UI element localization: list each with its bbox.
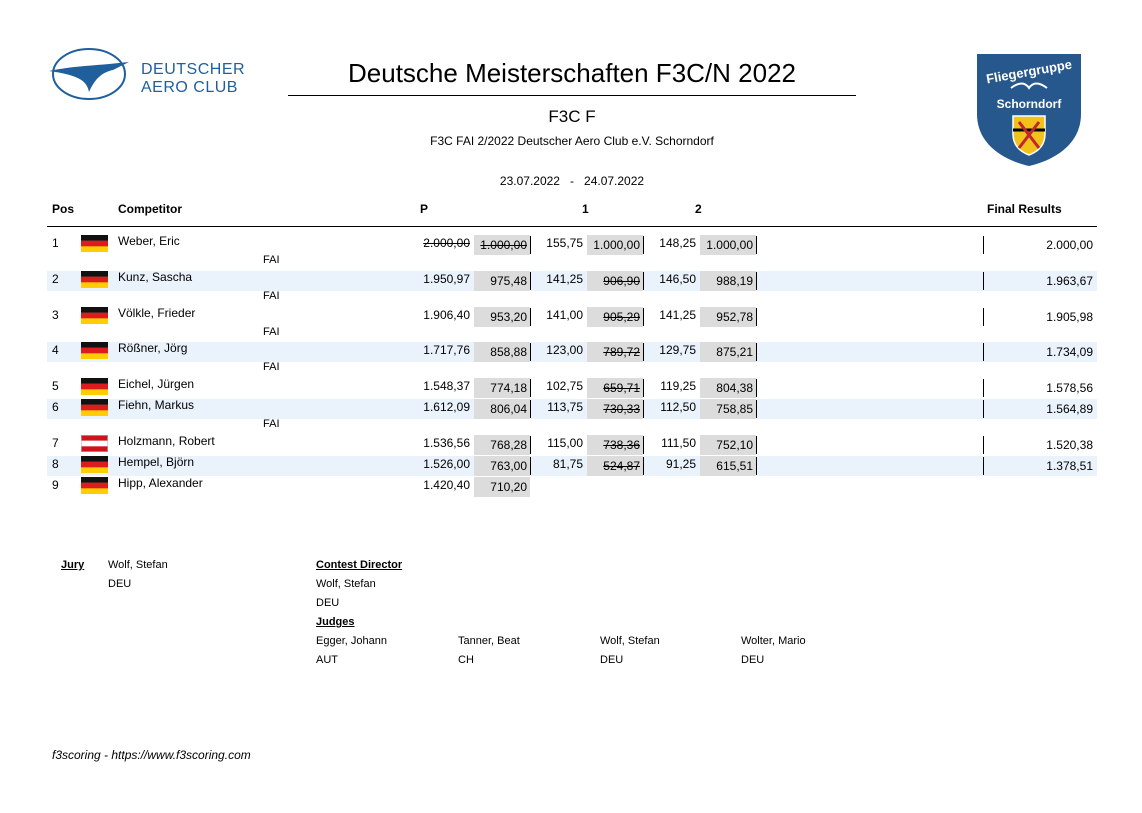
round2-raw-score: 111,50	[661, 436, 696, 450]
position: 2	[52, 272, 59, 286]
round2-normalized-score: 752,10	[716, 438, 753, 452]
p-normalized-score: 774,18	[490, 381, 527, 395]
round2-raw-score: 91,25	[665, 457, 696, 471]
final-result: 2.000,00	[1046, 238, 1093, 252]
final-result: 1.378,51	[1046, 459, 1093, 473]
score-divider	[756, 436, 757, 454]
p-raw-score: 1.717,76	[423, 343, 470, 357]
score-divider	[756, 236, 757, 254]
score-divider	[756, 343, 757, 361]
germany-flag-icon	[81, 235, 108, 252]
competitor-name: Hempel, Björn	[118, 455, 195, 469]
germany-flag-icon	[81, 399, 108, 416]
competitor-name: Rößner, Jörg	[118, 341, 188, 355]
round1-normalized-score: 905,29	[603, 310, 640, 324]
final-result: 1.578,56	[1046, 381, 1093, 395]
round1-normalized-score: 524,87	[603, 459, 640, 473]
title-underline	[288, 95, 856, 96]
germany-flag-icon	[81, 477, 108, 494]
final-result: 1.520,38	[1046, 438, 1093, 452]
jury-name: Wolf, Stefan	[108, 559, 168, 571]
round1-normalized-score: 659,71	[603, 381, 640, 395]
p-raw-score: 2.000,00	[423, 236, 470, 250]
contest-director-name: Wolf, Stefan	[316, 578, 376, 590]
germany-flag-icon	[81, 307, 108, 324]
dac-eagle-icon	[47, 44, 133, 104]
germany-flag-icon	[81, 378, 108, 395]
p-normalized-score: 806,04	[490, 402, 527, 416]
p-normalized-score: 768,28	[490, 438, 527, 452]
competitor-name: Holzmann, Robert	[118, 434, 215, 448]
p-normalized-score: 710,20	[490, 480, 527, 494]
fai-tag: FAI	[263, 254, 280, 266]
round1-raw-score: 141,25	[546, 272, 583, 286]
round1-normalized-score: 738,36	[603, 438, 640, 452]
footer-credit: f3scoring - https://www.f3scoring.com	[52, 748, 251, 762]
p-normalized-score: 858,88	[490, 345, 527, 359]
score-divider	[756, 400, 757, 418]
position: 3	[52, 308, 59, 322]
col-competitor: Competitor	[118, 202, 182, 216]
score-divider	[756, 457, 757, 475]
position: 9	[52, 478, 59, 492]
contest-director-label: Contest Director	[316, 559, 403, 571]
competitor-name: Weber, Eric	[118, 234, 180, 248]
col-round-2: 2	[695, 202, 702, 216]
dac-name-line2: AERO CLUB	[141, 79, 238, 96]
round1-normalized-score: 789,72	[603, 345, 640, 359]
final-divider	[983, 400, 984, 418]
date-to: 24.07.2022	[584, 174, 645, 188]
fai-tag: FAI	[263, 326, 280, 338]
judge-country: DEU	[600, 654, 624, 666]
judge-country: AUT	[316, 654, 338, 666]
score-divider	[756, 379, 757, 397]
round2-normalized-score: 758,85	[716, 402, 753, 416]
p-raw-score: 1.612,09	[423, 400, 470, 414]
judges-label: Judges	[316, 616, 355, 628]
competitor-name: Eichel, Jürgen	[118, 377, 195, 391]
class-title: F3C F	[548, 107, 596, 126]
judge-name: Wolf, Stefan	[600, 635, 660, 647]
round2-normalized-score: 988,19	[716, 274, 753, 288]
header-rule	[47, 226, 1097, 227]
judge-name: Tanner, Beat	[458, 635, 520, 647]
jury-label: Jury	[61, 559, 85, 571]
judge-name: Egger, Johann	[316, 635, 387, 647]
competitor-name: Kunz, Sascha	[118, 270, 193, 284]
dac-name-line1: DEUTSCHER	[141, 61, 246, 78]
round2-raw-score: 141,25	[659, 308, 696, 322]
score-divider	[756, 308, 757, 326]
final-divider	[983, 343, 984, 361]
round2-normalized-score: 1.000,00	[706, 238, 753, 252]
p-normalized-score: 953,20	[490, 310, 527, 324]
final-result: 1.905,98	[1046, 310, 1093, 324]
round2-raw-score: 112,50	[660, 400, 696, 414]
round2-normalized-score: 875,21	[716, 345, 753, 359]
p-raw-score: 1.526,00	[423, 457, 470, 471]
final-divider	[983, 436, 984, 454]
final-divider	[983, 272, 984, 290]
round1-raw-score: 81,75	[552, 457, 583, 471]
col-round-1: 1	[582, 202, 589, 216]
position: 5	[52, 379, 59, 393]
round1-raw-score: 141,00	[546, 308, 583, 322]
position: 7	[52, 436, 59, 450]
round2-raw-score: 129,75	[659, 343, 696, 357]
position: 6	[52, 400, 59, 414]
p-normalized-score: 1.000,00	[480, 238, 527, 252]
badge-top-text: Fliegergruppe	[985, 56, 1073, 87]
round1-raw-score: 123,00	[546, 343, 583, 357]
round1-raw-score: 102,75	[546, 379, 583, 393]
p-normalized-score: 975,48	[490, 274, 527, 288]
final-divider	[983, 379, 984, 397]
round2-normalized-score: 615,51	[716, 459, 753, 473]
judge-country: DEU	[741, 654, 765, 666]
austria-flag-icon	[81, 435, 108, 452]
fai-tag: FAI	[263, 290, 280, 302]
p-raw-score: 1.420,40	[423, 478, 470, 492]
round1-raw-score: 155,75	[546, 236, 583, 250]
badge-city-text: Schorndorf	[996, 97, 1062, 111]
event-dates	[288, 174, 856, 188]
round1-normalized-score: 730,33	[603, 402, 640, 416]
round2-raw-score: 146,50	[659, 272, 696, 286]
date-from: 23.07.2022	[499, 174, 560, 188]
competitor-name: Völkle, Frieder	[118, 306, 196, 320]
germany-flag-icon	[81, 342, 108, 359]
final-result: 1.564,89	[1046, 402, 1093, 416]
judge-name: Wolter, Mario	[741, 635, 806, 647]
germany-flag-icon	[81, 456, 108, 473]
final-result: 1.963,67	[1046, 274, 1093, 288]
col-p: P	[420, 202, 429, 216]
competitor-name: Hipp, Alexander	[118, 476, 203, 490]
score-divider	[756, 272, 757, 290]
position: 8	[52, 457, 59, 471]
fai-tag: FAI	[263, 418, 280, 430]
round2-raw-score: 119,25	[660, 379, 696, 393]
position: 4	[52, 343, 59, 357]
col-pos: Pos	[52, 202, 75, 216]
col-final: Final Results	[987, 202, 1062, 216]
round1-normalized-score: 1.000,00	[593, 238, 640, 252]
round2-raw-score: 148,25	[659, 236, 696, 250]
round2-normalized-score: 804,38	[716, 381, 753, 395]
round2-normalized-score: 952,78	[716, 310, 753, 324]
dac-logo	[47, 44, 272, 106]
p-raw-score: 1.950,97	[423, 272, 470, 286]
club-badge	[975, 52, 1083, 168]
contest-director-country: DEU	[316, 597, 340, 609]
fai-tag: FAI	[263, 361, 280, 373]
date-separator: -	[570, 174, 574, 188]
competitor-name: Fiehn, Markus	[118, 398, 195, 412]
final-divider	[983, 308, 984, 326]
germany-flag-icon	[81, 271, 108, 288]
final-divider	[983, 457, 984, 475]
p-normalized-score: 763,00	[490, 459, 527, 473]
page-title: Deutsche Meisterschaften F3C/N 2022	[348, 58, 796, 88]
round1-raw-score: 113,75	[547, 400, 583, 414]
final-result: 1.734,09	[1046, 345, 1093, 359]
round1-raw-score: 115,00	[547, 436, 583, 450]
position: 1	[52, 236, 59, 250]
round1-normalized-score: 906,90	[603, 274, 640, 288]
p-raw-score: 1.536,56	[423, 436, 470, 450]
event-line: F3C FAI 2/2022 Deutscher Aero Club e.V. Schorndorf	[430, 134, 714, 148]
p-raw-score: 1.906,40	[423, 308, 470, 322]
judge-country: CH	[458, 654, 474, 666]
p-raw-score: 1.548,37	[423, 379, 470, 393]
final-divider	[983, 236, 984, 254]
jury-country: DEU	[108, 578, 132, 590]
